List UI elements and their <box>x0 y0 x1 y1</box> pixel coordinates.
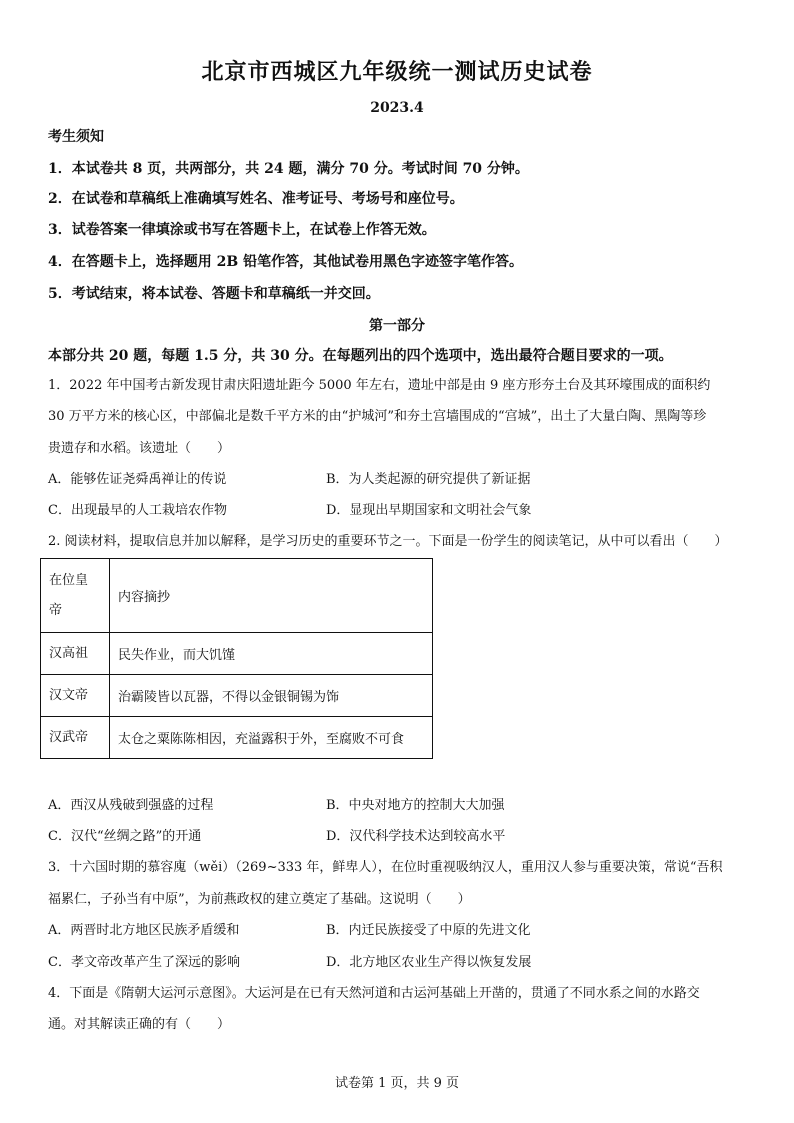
reading-notes-table <box>40 558 433 759</box>
question-3-option-a[interactable]: A．两晋时北方地区民族矛盾缓和 <box>48 923 240 938</box>
part-instruction: 本部分共 20 题，每题 1.5 分，共 30 分。在每题列出的四个选项中，选出最符合题目要求的一项。 <box>48 348 673 364</box>
table-cell-emperor: 汉文帝 <box>41 675 110 717</box>
question-1-text: 30 万平方米的核心区，中部偏北是数千平方米的由“护城河”和夯土宫墙围成的“宫城”，出土了大量白陶、黑陶等珍 <box>48 409 707 424</box>
table-cell-emperor: 汉武帝 <box>41 717 110 759</box>
table-header-cell: 内容摘抄 <box>110 559 433 633</box>
question-1-text: 贵遗存和水稻。该遗址（ ） <box>48 441 231 456</box>
table-header-emperor-line2: 帝 <box>49 602 63 618</box>
table-header-row <box>41 559 433 633</box>
notice-item: 5．考试结束，将本试卷、答题卡和草稿纸一并交回。 <box>48 286 380 302</box>
question-2-option-c[interactable]: C．汉代“丝绸之路”的开通 <box>48 829 202 844</box>
notice-item: 1．本试卷共 8 页，共两部分，共 24 题，满分 70 分。考试时间 70 分钟。 <box>48 161 529 177</box>
question-1-text: 1．2022 年中国考古新发现甘肃庆阳遗址距今 5000 年左右，遗址中部是由 9 座方形夯土台及其环壕围成的面积约 <box>48 378 711 393</box>
question-3-text: 3．十六国时期的慕容廆（wěi）（269~333 年，鲜卑人），在位时重视吸纳汉人，重用汉人参与重要决策，常说“吾积 <box>48 860 723 875</box>
question-3-option-c[interactable]: C．孝文帝改革产生了深远的影响 <box>48 955 240 970</box>
part-heading: 第一部分 <box>369 318 425 334</box>
question-3-option-b[interactable]: B．内迁民族接受了中原的先进文化 <box>326 923 531 938</box>
question-4-text: 4．下面是《隋朝大运河示意图》。大运河是在已有天然河道和古运河基础上开凿的，贯通了不同水系之间的水路交 <box>48 986 700 1001</box>
exam-date: 2023.4 <box>370 100 424 116</box>
table-cell-content: 治霸陵皆以瓦器，不得以金银铜锡为饰 <box>110 675 433 717</box>
table-cell-content: 太仓之粟陈陈相因，充溢露积于外，至腐败不可食 <box>110 717 433 759</box>
table-row <box>41 633 433 675</box>
table-row <box>41 717 433 759</box>
table-header-emperor-line1: 在位皇 <box>49 572 89 588</box>
question-1-option-d[interactable]: D．显现出早期国家和文明社会气象 <box>326 503 532 518</box>
question-4-text: 通。对其解读正确的有（ ） <box>48 1017 231 1032</box>
question-2-text: 2. 阅读材料，提取信息并加以解释，是学习历史的重要环节之一。下面是一份学生的阅读笔记，从中可以看出（ ） <box>48 534 728 549</box>
notice-heading: 考生须知 <box>48 129 104 145</box>
exam-title: 北京市西城区九年级统一测试历史试卷 <box>201 59 593 85</box>
question-3-option-d[interactable]: D．北方地区农业生产得以恢复发展 <box>326 955 532 970</box>
question-1-option-b[interactable]: B．为人类起源的研究提供了新证据 <box>326 472 531 487</box>
table-cell-content: 民失作业，而大饥馑 <box>110 633 433 675</box>
notice-item: 4．在答题卡上，选择题用 2B 铅笔作答，其他试卷用黑色字迹签字笔作答。 <box>48 254 524 270</box>
question-1-option-a[interactable]: A．能够佐证尧舜禹禅让的传说 <box>48 472 227 487</box>
page-footer: 试卷第 1 页，共 9 页 <box>334 1076 460 1091</box>
table-row <box>41 675 433 717</box>
table-header-cell <box>41 559 110 633</box>
question-2-option-a[interactable]: A．西汉从残破到强盛的过程 <box>48 798 214 813</box>
question-2-option-b[interactable]: B．中央对地方的控制大大加强 <box>326 798 505 813</box>
question-3-text: 福累仁，子孙当有中原”，为前燕政权的建立奠定了基础。这说明（ ） <box>48 892 471 907</box>
question-2-option-d[interactable]: D．汉代科学技术达到较高水平 <box>326 829 506 844</box>
notice-item: 3．试卷答案一律填涂或书写在答题卡上，在试卷上作答无效。 <box>48 222 436 238</box>
table-cell-emperor: 汉高祖 <box>41 633 110 675</box>
question-1-option-c[interactable]: C．出现最早的人工栽培农作物 <box>48 503 227 518</box>
notice-item: 2．在试卷和草稿纸上准确填写姓名、准考证号、考场号和座位号。 <box>48 191 464 207</box>
